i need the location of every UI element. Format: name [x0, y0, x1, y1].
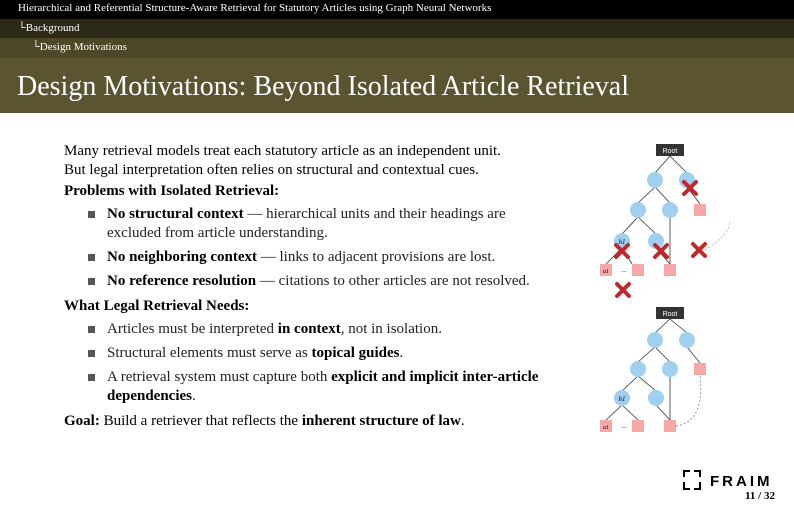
problem-text: — hierarchical units and their headings are excluded from article understanding.: [107, 206, 506, 241]
need-bold: in context: [277, 321, 341, 337]
presentation-title[interactable]: Hierarchical and Referential Structure-Aware Retrieval for Statutory Articles using Graph Neural Networks: [18, 2, 492, 14]
need-text-end: .: [399, 345, 404, 361]
structure-diagram: [580, 140, 760, 458]
bullet-icon: [88, 211, 95, 218]
slide-body: [64, 142, 554, 431]
slide-title-bar: [0, 58, 794, 113]
needs-list: [64, 320, 554, 406]
isolated-tree: [600, 144, 730, 296]
need-text: A retrieval system must capture both: [107, 369, 332, 385]
need-bold: explicit and implicit inter-article dependencies: [107, 369, 539, 404]
list-item: [64, 320, 554, 339]
list-item: [64, 248, 554, 267]
problem-text: — citations to other articles are not resolved.: [256, 273, 530, 289]
goal-statement: [64, 412, 554, 431]
page-number: 11 / 32: [745, 490, 775, 502]
tree-node: [662, 361, 678, 377]
slide-title: Design Motivations: Beyond Isolated Article Retrieval: [17, 71, 629, 102]
article-leaf: [664, 264, 676, 276]
problems-list: [64, 205, 554, 291]
subsection-label: Design Motivations: [39, 41, 127, 53]
a1-label: a1: [603, 269, 609, 275]
section-label: Background: [25, 22, 80, 34]
goal-text-end: .: [460, 413, 465, 429]
h1-label: h1: [618, 395, 626, 403]
tree-node: [647, 332, 663, 348]
problems-heading: Problems with Isolated Retrieval:: [64, 183, 280, 199]
need-text-end: .: [192, 388, 196, 404]
intro-line-2: But legal interpretation often relies on structural and contextual cues.: [64, 162, 479, 178]
tree-node: [662, 202, 678, 218]
reference-edge: [676, 375, 701, 426]
subsection-bar: [0, 38, 794, 58]
needs-heading: What Legal Retrieval Needs:: [64, 298, 250, 314]
section-link[interactable]: └Background: [18, 22, 80, 34]
h1-label: h1: [618, 238, 626, 246]
goal-bold: inherent structure of law: [301, 413, 461, 429]
tree-node: [647, 172, 663, 188]
need-text-end: , not in isolation.: [340, 321, 442, 337]
bullet-icon: [88, 350, 95, 357]
a1-label: a1: [603, 425, 609, 431]
problem-text: — links to adjacent provisions are lost.: [257, 249, 496, 265]
problem-bold: No structural context: [107, 206, 244, 222]
problem-bold: No neighboring context: [107, 249, 257, 265]
structured-tree: [600, 307, 706, 432]
section-bar: [0, 19, 794, 38]
article-leaf: [694, 363, 706, 375]
article-leaf: [664, 420, 676, 432]
subsection-link[interactable]: └Design Motivations: [32, 41, 127, 53]
goal-text: Build a retriever that reflects the: [99, 413, 302, 429]
bullet-icon: [88, 254, 95, 261]
presentation-title-bar: [0, 0, 794, 19]
list-item: [64, 344, 554, 363]
ellipsis-label: ...: [621, 267, 627, 274]
need-text: Articles must be interpreted: [107, 321, 278, 337]
root-label: Root: [662, 311, 678, 318]
article-leaf: [694, 204, 706, 216]
tree-node: [630, 202, 646, 218]
list-item: [64, 205, 554, 243]
fraim-logo: [683, 470, 783, 490]
tree-node: [648, 390, 664, 406]
root-label: Root: [662, 148, 678, 155]
bullet-icon: [88, 326, 95, 333]
article-leaf: [632, 264, 644, 276]
logo-text: FRAIM: [710, 473, 773, 490]
article-leaf: [632, 420, 644, 432]
list-item: [64, 272, 554, 291]
goal-label: Goal:: [64, 413, 100, 429]
ellipsis-label: ...: [621, 423, 627, 430]
list-item: [64, 368, 554, 406]
tree-node: [630, 361, 646, 377]
problem-bold: No reference resolution: [107, 273, 257, 289]
need-text: Structural elements must serve as: [107, 345, 312, 361]
intro-line-1: Many retrieval models treat each statutory article as an independent unit.: [64, 143, 501, 159]
need-bold: topical guides: [311, 345, 400, 361]
bullet-icon: [88, 278, 95, 285]
tree-node: [679, 332, 695, 348]
bullet-icon: [88, 374, 95, 381]
